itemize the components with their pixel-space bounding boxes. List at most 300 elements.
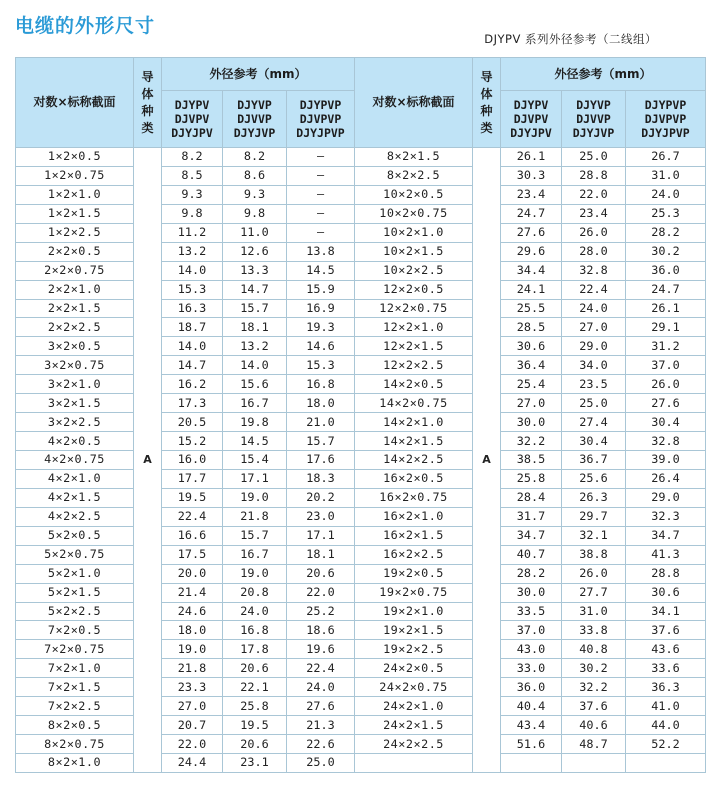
od-cell: 18.0 [162,621,223,640]
od-cell: 44.0 [626,716,706,735]
spec-cell: 19×2×1.0 [355,602,473,621]
od-cell: 40.7 [501,545,562,564]
table-row [16,242,706,261]
od-cell: 21.8 [223,507,287,526]
spec-cell: 12×2×1.5 [355,337,473,356]
od-cell: 16.8 [287,375,355,394]
od-cell: 20.7 [162,716,223,735]
spec-cell: 8×2×0.75 [16,735,134,754]
od-cell: 32.8 [626,432,706,451]
od-cell: 33.0 [501,659,562,678]
table-row [16,204,706,223]
header-spec-left: 对数×标称截面 [16,58,134,148]
od-cell: 22.6 [287,735,355,754]
od-cell: 20.5 [162,413,223,432]
od-cell: 33.5 [501,602,562,621]
header-conductor-label: 导 体 种 类 [480,69,493,135]
od-cell: 34.7 [501,526,562,545]
od-cell: 26.3 [562,488,626,507]
table-row [16,678,706,697]
table-row [16,185,706,204]
od-cell: 11.0 [223,223,287,242]
od-cell: 26.4 [626,469,706,488]
spec-cell: 14×2×2.5 [355,451,473,470]
header-od-left: 外径参考（mm） [162,58,355,91]
spec-cell: 10×2×0.5 [355,185,473,204]
od-cell: 15.3 [162,280,223,299]
table-row [16,564,706,583]
spec-cell: 7×2×0.75 [16,640,134,659]
od-cell: 17.1 [287,526,355,545]
spec-cell: 24×2×0.75 [355,678,473,697]
spec-cell: 12×2×0.5 [355,280,473,299]
header-col3-label: DJYPVP DJVPVP DJYJPVP [641,98,690,140]
od-cell: 18.7 [162,318,223,337]
od-cell: 15.7 [223,526,287,545]
od-cell: 29.1 [626,318,706,337]
od-cell: 17.1 [223,469,287,488]
od-cell: 22.4 [287,659,355,678]
od-cell: 33.8 [562,621,626,640]
od-cell: 15.4 [223,451,287,470]
spec-cell: 2×2×0.5 [16,242,134,261]
od-cell: 24.7 [501,204,562,223]
od-cell: 33.6 [626,659,706,678]
od-cell: 17.6 [287,451,355,470]
spec-cell: 14×2×1.5 [355,432,473,451]
od-cell: 32.2 [501,432,562,451]
table-row [16,488,706,507]
od-cell: 8.5 [162,166,223,185]
od-cell: 19.5 [162,488,223,507]
spec-cell: 24×2×2.5 [355,735,473,754]
od-cell: 19.0 [223,488,287,507]
spec-cell: 14×2×0.5 [355,375,473,394]
od-cell: 31.2 [626,337,706,356]
spec-cell: 2×2×0.75 [16,261,134,280]
od-cell: 18.1 [223,318,287,337]
od-cell: 15.9 [287,280,355,299]
table-row [16,394,706,413]
spec-cell: 3×2×1.0 [16,375,134,394]
od-cell: 31.0 [562,602,626,621]
od-cell: 25.0 [287,754,355,773]
spec-cell: 14×2×1.0 [355,413,473,432]
header-col2-right [562,91,626,148]
spec-cell: 12×2×2.5 [355,356,473,375]
table-subtitle: DJYPV 系列外径参考（二线组） [484,32,657,46]
od-cell: 27.4 [562,413,626,432]
od-cell: 28.8 [626,564,706,583]
od-cell: 19.5 [223,716,287,735]
od-cell: 36.4 [501,356,562,375]
od-cell: 25.8 [501,469,562,488]
od-cell: 14.6 [287,337,355,356]
od-cell: 14.7 [223,280,287,299]
od-cell: 13.2 [223,337,287,356]
table-row [16,318,706,337]
spec-cell [355,754,473,773]
od-cell: 16.8 [223,621,287,640]
od-cell: 24.0 [223,602,287,621]
spec-cell: 5×2×1.5 [16,583,134,602]
od-cell: 24.6 [162,602,223,621]
spec-cell: 24×2×0.5 [355,659,473,678]
od-cell: – [287,185,355,204]
od-cell: 16.2 [162,375,223,394]
header-col1-left [162,91,223,148]
od-cell: 21.8 [162,659,223,678]
table-row [16,337,706,356]
od-cell: 48.7 [562,735,626,754]
od-cell: 20.2 [287,488,355,507]
od-cell: 25.4 [501,375,562,394]
od-cell: 17.5 [162,545,223,564]
od-cell: 32.3 [626,507,706,526]
od-cell: 14.5 [287,261,355,280]
table-row [16,432,706,451]
od-cell: 13.8 [287,242,355,261]
table-row [16,526,706,545]
od-cell: 16.9 [287,299,355,318]
od-cell: 23.4 [501,185,562,204]
od-cell: 9.8 [223,204,287,223]
spec-cell: 5×2×0.5 [16,526,134,545]
od-cell: 34.1 [626,602,706,621]
spec-cell: 16×2×1.5 [355,526,473,545]
od-cell: 26.7 [626,148,706,167]
od-cell: 43.0 [501,640,562,659]
spec-cell: 8×2×0.5 [16,716,134,735]
od-cell: 30.4 [626,413,706,432]
spec-cell: 12×2×0.75 [355,299,473,318]
spec-cell: 8×2×2.5 [355,166,473,185]
od-cell: – [287,166,355,185]
od-cell: 18.3 [287,469,355,488]
spec-cell: 7×2×2.5 [16,697,134,716]
spec-cell: 12×2×1.0 [355,318,473,337]
od-cell: 41.3 [626,545,706,564]
spec-cell: 10×2×1.0 [355,223,473,242]
od-cell: 41.0 [626,697,706,716]
od-cell: 37.6 [562,697,626,716]
spec-cell: 5×2×2.5 [16,602,134,621]
header-col3-left [287,91,355,148]
od-cell: 27.0 [162,697,223,716]
spec-cell: 10×2×1.5 [355,242,473,261]
od-cell: 14.5 [223,432,287,451]
header-col1-label: DJYPV DJVPV DJYJPV [510,98,552,140]
spec-cell: 19×2×0.75 [355,583,473,602]
table-row [16,469,706,488]
od-cell: 36.3 [626,678,706,697]
od-cell: 38.5 [501,451,562,470]
od-cell: 23.3 [162,678,223,697]
od-cell: 15.2 [162,432,223,451]
conductor-type-right: A [473,148,501,773]
od-cell: 27.7 [562,583,626,602]
spec-cell: 1×2×0.75 [16,166,134,185]
od-cell: 28.5 [501,318,562,337]
spec-cell: 10×2×0.75 [355,204,473,223]
od-cell: 22.0 [562,185,626,204]
od-cell: 27.6 [287,697,355,716]
od-cell: 40.6 [562,716,626,735]
od-cell: 23.1 [223,754,287,773]
od-cell: 30.3 [501,166,562,185]
header-col2-left [223,91,287,148]
od-cell: 37.0 [626,356,706,375]
od-cell: 24.4 [162,754,223,773]
spec-cell: 16×2×0.75 [355,488,473,507]
spec-cell: 2×2×1.5 [16,299,134,318]
od-cell: 25.5 [501,299,562,318]
table-row [16,148,706,167]
table-row [16,375,706,394]
spec-cell: 1×2×1.0 [16,185,134,204]
od-cell: 30.0 [501,583,562,602]
table-row [16,621,706,640]
od-cell: 26.1 [501,148,562,167]
od-cell: 27.0 [562,318,626,337]
od-cell: 40.8 [562,640,626,659]
od-cell: 8.6 [223,166,287,185]
od-cell: 26.0 [562,223,626,242]
spec-cell: 7×2×0.5 [16,621,134,640]
header-conductor-label: 导 体 种 类 [141,69,154,135]
od-cell: 16.7 [223,394,287,413]
spec-cell: 3×2×0.5 [16,337,134,356]
od-cell: 25.2 [287,602,355,621]
od-cell: 27.6 [626,394,706,413]
table-row [16,166,706,185]
od-cell: 11.2 [162,223,223,242]
od-cell: 25.6 [562,469,626,488]
od-cell: 28.2 [626,223,706,242]
spec-cell: 8×2×1.0 [16,754,134,773]
od-cell: 43.4 [501,716,562,735]
header-od-right: 外径参考（mm） [501,58,706,91]
od-cell: 24.0 [562,299,626,318]
od-cell: 25.3 [626,204,706,223]
spec-cell: 8×2×1.5 [355,148,473,167]
od-cell: 13.3 [223,261,287,280]
od-cell: 36.0 [626,261,706,280]
od-cell: 43.6 [626,640,706,659]
table-row [16,754,706,773]
spec-cell: 10×2×2.5 [355,261,473,280]
od-cell: 40.4 [501,697,562,716]
od-cell: – [287,223,355,242]
od-cell: 31.7 [501,507,562,526]
spec-cell: 4×2×0.75 [16,451,134,470]
od-cell: – [287,148,355,167]
od-cell: 30.6 [501,337,562,356]
spec-cell: 14×2×0.75 [355,394,473,413]
table-row [16,451,706,470]
od-cell: 19.0 [162,640,223,659]
od-cell: 15.3 [287,356,355,375]
od-cell: 30.2 [562,659,626,678]
od-cell: 21.0 [287,413,355,432]
spec-cell: 2×2×1.0 [16,280,134,299]
od-cell: 20.6 [287,564,355,583]
spec-cell: 1×2×0.5 [16,148,134,167]
od-cell: 34.0 [562,356,626,375]
od-cell: 29.7 [562,507,626,526]
od-cell: 29.0 [626,488,706,507]
od-cell: 17.8 [223,640,287,659]
header-conductor-right [473,58,501,148]
header-col2-label: DJYVP DJVVP DJYJVP [233,98,276,140]
od-cell: 14.7 [162,356,223,375]
od-cell [501,754,562,773]
table-row [16,356,706,375]
od-cell: 20.6 [223,735,287,754]
od-cell: 21.3 [287,716,355,735]
od-cell: 24.0 [287,678,355,697]
od-cell: 14.0 [223,356,287,375]
od-cell: 25.0 [562,394,626,413]
od-cell: 13.2 [162,242,223,261]
table-row [16,640,706,659]
od-cell: 16.7 [223,545,287,564]
od-cell: 19.8 [223,413,287,432]
od-cell: 14.0 [162,337,223,356]
od-cell: 20.6 [223,659,287,678]
table-row [16,280,706,299]
od-cell: 17.3 [162,394,223,413]
od-cell: 8.2 [223,148,287,167]
header-col2-label: DJYVP DJVVP DJYJVP [572,98,615,140]
table-row [16,261,706,280]
od-cell: 23.0 [287,507,355,526]
od-cell: 32.2 [562,678,626,697]
od-cell: 30.0 [501,413,562,432]
spec-cell: 4×2×1.5 [16,488,134,507]
spec-cell: 5×2×1.0 [16,564,134,583]
table-row [16,507,706,526]
spec-cell: 19×2×2.5 [355,640,473,659]
spec-cell: 16×2×0.5 [355,469,473,488]
od-cell: 23.4 [562,204,626,223]
od-cell: 8.2 [162,148,223,167]
table-row [16,413,706,432]
od-cell: 20.8 [223,583,287,602]
table-row [16,583,706,602]
od-cell: 34.7 [626,526,706,545]
od-cell: 22.4 [162,507,223,526]
table-body [16,148,706,773]
od-cell: 36.0 [501,678,562,697]
od-cell: 28.2 [501,564,562,583]
header-col1-label: DJYPV DJVPV DJYJPV [171,98,213,140]
od-cell: 26.0 [562,564,626,583]
od-cell: 28.0 [562,242,626,261]
spec-cell: 2×2×2.5 [16,318,134,337]
od-cell: 30.2 [626,242,706,261]
od-cell: 38.8 [562,545,626,564]
page-title: 电缆的外形尺寸 [15,15,156,37]
od-cell: – [287,204,355,223]
table-row [16,223,706,242]
od-cell: 29.0 [562,337,626,356]
od-cell: 19.0 [223,564,287,583]
table-row [16,659,706,678]
od-cell: 19.3 [287,318,355,337]
od-cell: 52.2 [626,735,706,754]
od-cell: 28.8 [562,166,626,185]
od-cell: 28.4 [501,488,562,507]
od-cell: 15.7 [287,432,355,451]
od-cell: 16.0 [162,451,223,470]
od-cell [626,754,706,773]
od-cell: 30.4 [562,432,626,451]
conductor-type-left: A [134,148,162,773]
od-cell: 32.8 [562,261,626,280]
spec-cell: 4×2×2.5 [16,507,134,526]
od-cell: 22.4 [562,280,626,299]
od-cell: 24.7 [626,280,706,299]
od-cell: 23.5 [562,375,626,394]
od-cell: 26.0 [626,375,706,394]
cable-dimension-table [15,57,706,773]
od-cell: 29.6 [501,242,562,261]
spec-cell: 19×2×1.5 [355,621,473,640]
spec-cell: 5×2×0.75 [16,545,134,564]
table-row [16,735,706,754]
spec-cell: 1×2×1.5 [16,204,134,223]
od-cell: 15.7 [223,299,287,318]
spec-cell: 3×2×2.5 [16,413,134,432]
od-cell: 16.3 [162,299,223,318]
spec-cell: 24×2×1.0 [355,697,473,716]
spec-cell: 3×2×0.75 [16,356,134,375]
od-cell: 32.1 [562,526,626,545]
od-cell: 16.6 [162,526,223,545]
od-cell: 51.6 [501,735,562,754]
header-col3-right [626,91,706,148]
table-row [16,697,706,716]
spec-cell: 16×2×2.5 [355,545,473,564]
od-cell: 37.0 [501,621,562,640]
header-conductor-left [134,58,162,148]
od-cell: 31.0 [626,166,706,185]
od-cell: 37.6 [626,621,706,640]
od-cell: 20.0 [162,564,223,583]
od-cell: 25.8 [223,697,287,716]
od-cell: 24.1 [501,280,562,299]
table-row [16,545,706,564]
spec-cell: 7×2×1.5 [16,678,134,697]
od-cell: 30.6 [626,583,706,602]
table-row [16,602,706,621]
header-spec-right: 对数×标称截面 [355,58,473,148]
od-cell: 25.0 [562,148,626,167]
header-col1-right [501,91,562,148]
od-cell: 22.0 [287,583,355,602]
od-cell: 21.4 [162,583,223,602]
od-cell: 39.0 [626,451,706,470]
od-cell [562,754,626,773]
table-row [16,299,706,318]
spec-cell: 1×2×2.5 [16,223,134,242]
od-cell: 27.0 [501,394,562,413]
spec-cell: 4×2×1.0 [16,469,134,488]
od-cell: 19.6 [287,640,355,659]
spec-cell: 7×2×1.0 [16,659,134,678]
od-cell: 14.0 [162,261,223,280]
